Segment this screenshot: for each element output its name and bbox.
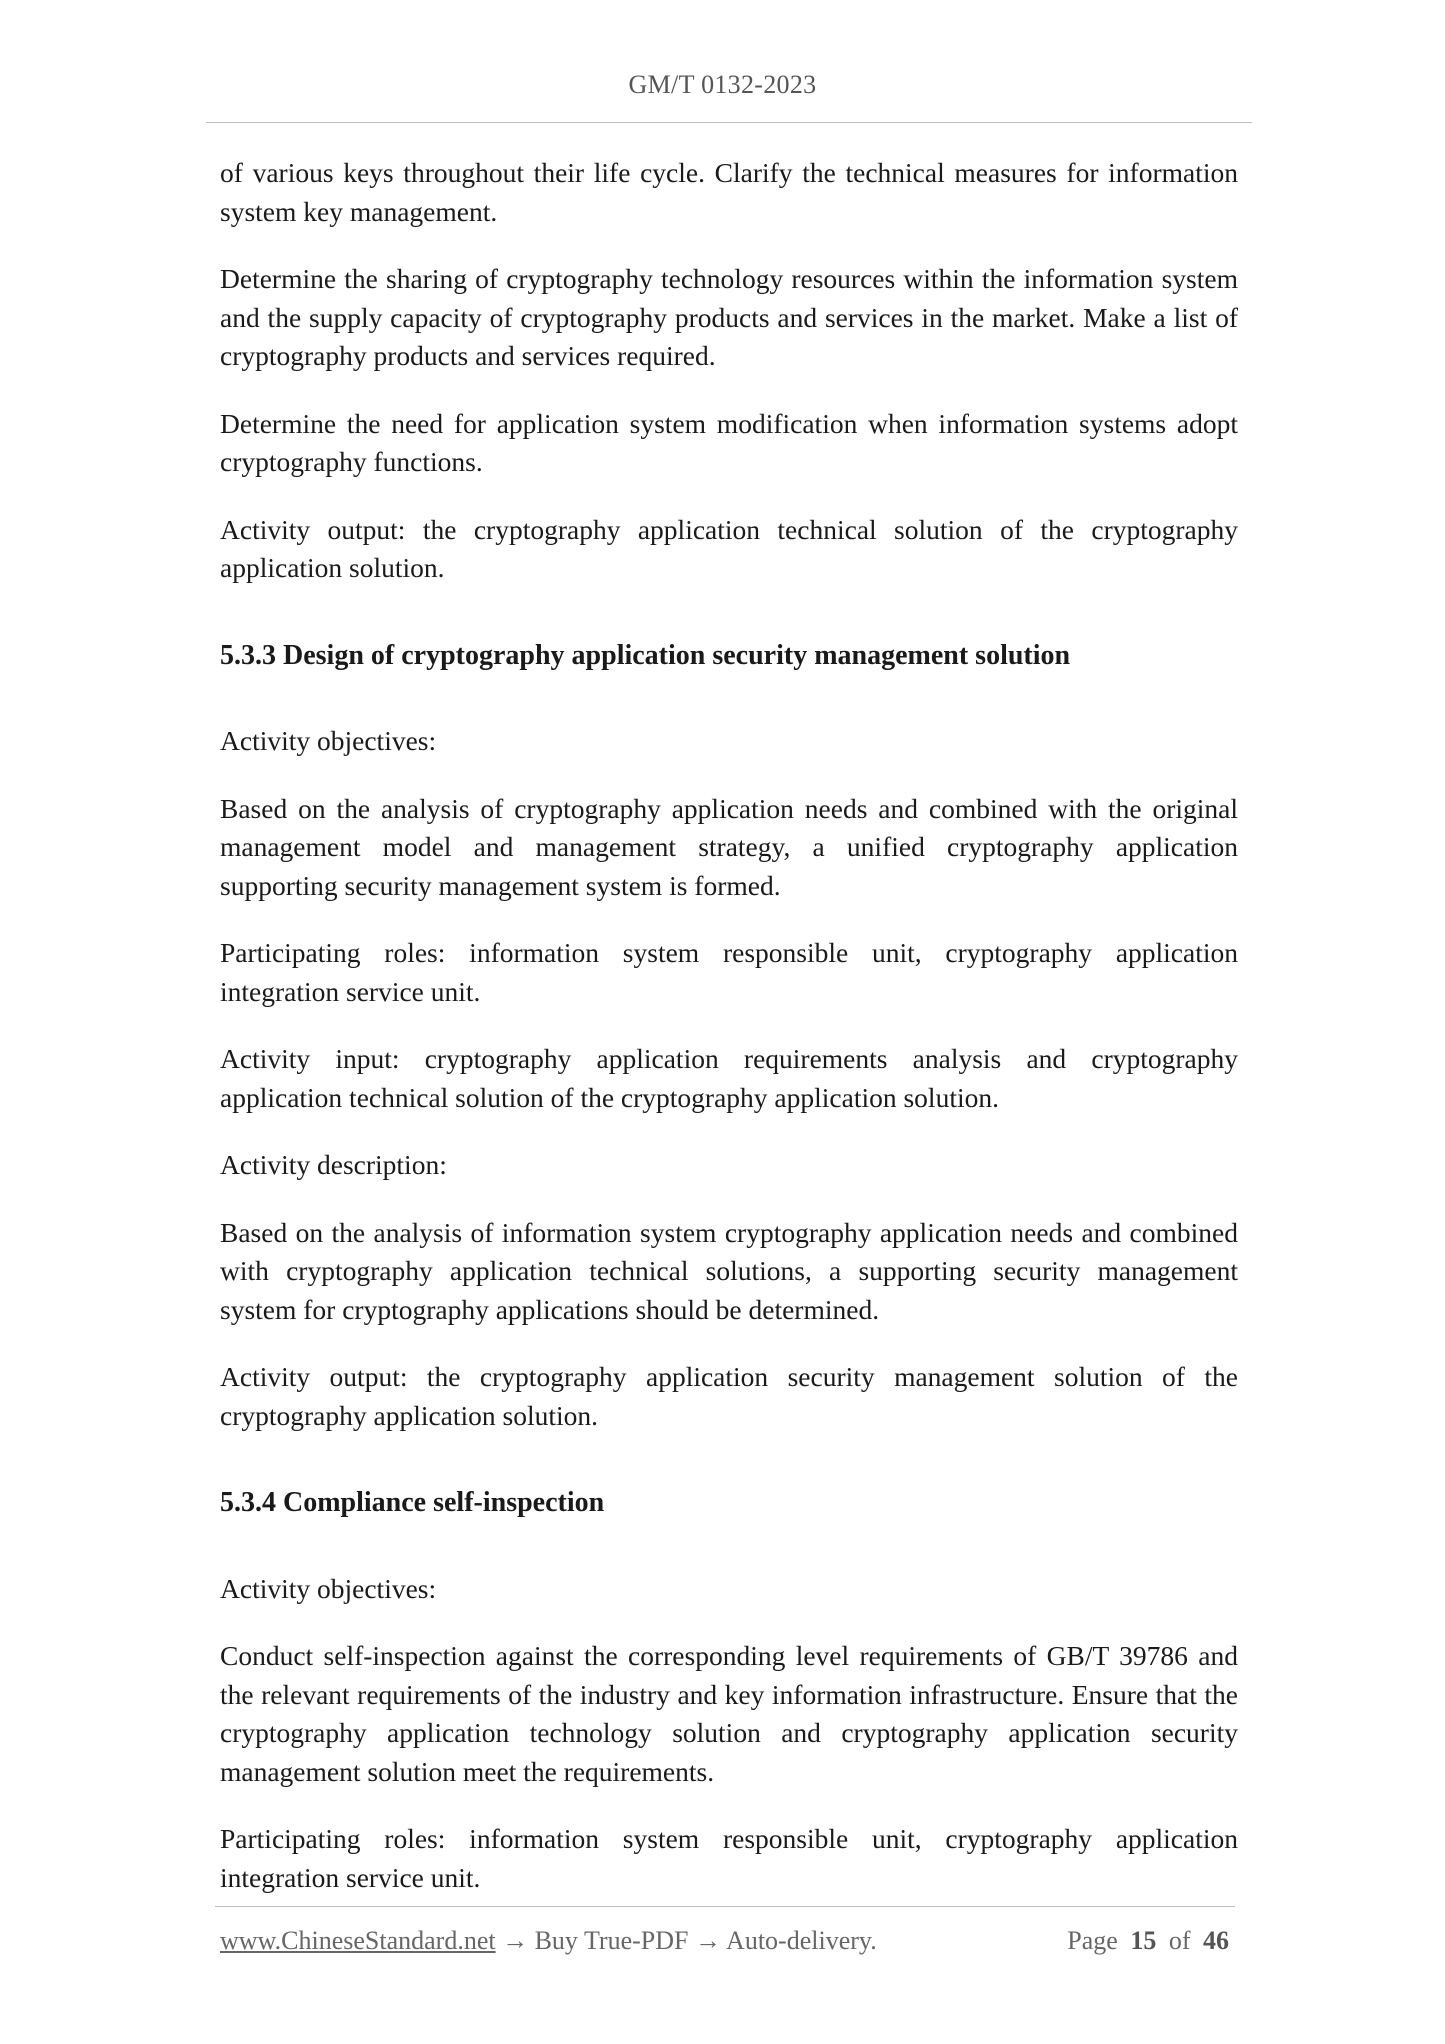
page-total: 46 [1203, 1926, 1229, 1955]
paragraph: Activity objectives: [220, 725, 437, 756]
paragraph: Based on the analysis of cryptography application needs and combined with the original management model and management strategy, a unified cryptography application supporting security management system is formed. [220, 792, 1238, 901]
page-label: Page [1067, 1926, 1118, 1955]
paragraph: Activity objectives: [220, 1572, 437, 1604]
document-body [220, 154, 1238, 1926]
paragraph: Activity output: the cryptography application technical solution of the cryptography application solution. [220, 513, 1238, 583]
paragraph: Activity input: cryptography application requirements analysis and cryptography application technical solution of the cryptography application solution. [220, 1043, 1238, 1113]
paragraph: Participating roles: information system responsible unit, cryptography application integration service unit. [220, 937, 1238, 1007]
paragraph: Activity description: [220, 1149, 447, 1180]
paragraph: of various keys throughout their life cycle. Clarify the technical measures for information system key management. [220, 157, 1238, 227]
paragraph: Determine the need for application system modification when information systems adopt cryptography functions. [220, 407, 1238, 477]
section-heading: 5.3.4 Compliance self-inspection [220, 1487, 605, 1518]
footer-promo [220, 1926, 877, 1956]
paragraph: Conduct self-inspection against the corresponding level requirements of GB/T 39786 and the relevant requirements of the industry and key information infrastructure. Ensure that the cryptography application technology solution and cryptography application security management solution meet the requirements. [220, 1640, 1238, 1787]
paragraph: Activity output: the cryptography application security management solution of the cryptography application solution. [220, 1361, 1238, 1431]
promo-text: → Buy True-PDF → Auto-delivery. [495, 1926, 877, 1955]
header-divider [206, 122, 1252, 123]
section-heading: 5.3.3 Design of cryptography application security management solution [220, 639, 1071, 671]
paragraph: Participating roles: information system responsible unit, cryptography application integration service unit. [220, 1823, 1238, 1893]
paragraph: Determine the sharing of cryptography technology resources within the information system and the supply capacity of cryptography products and services in the market. Make a list of cryptography products and services required. [220, 263, 1238, 371]
site-link[interactable]: www.ChineseStandard.net [220, 1926, 496, 1955]
document-code: GM/T 0132-2023 [628, 70, 817, 99]
paragraph: Based on the analysis of information system cryptography application needs and combined with cryptography application technical solutions, a supporting security management system for cryptography applications should be determined. [220, 1216, 1238, 1325]
page-footer [220, 1926, 1232, 1956]
footer-divider [215, 1906, 1235, 1907]
page-current: 15 [1130, 1926, 1157, 1955]
page-of-label: of [1168, 1926, 1191, 1955]
page-indicator [1064, 1926, 1232, 1956]
